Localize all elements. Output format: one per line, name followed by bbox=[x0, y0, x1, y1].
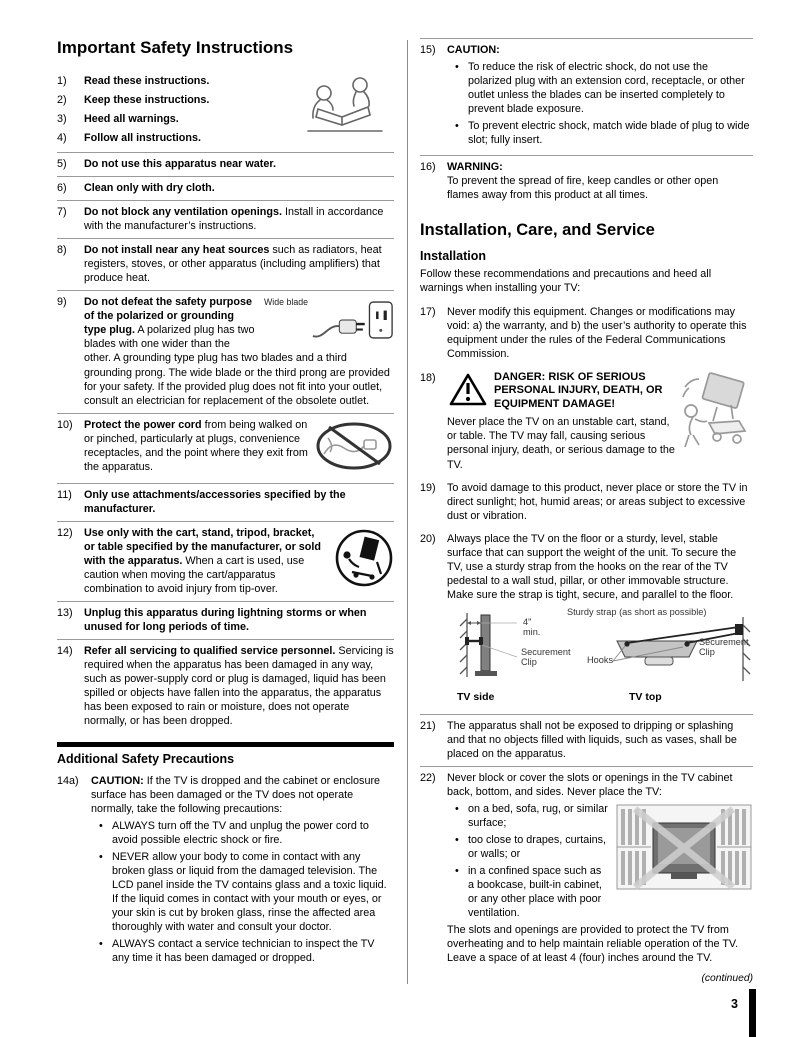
left-column bbox=[57, 38, 394, 984]
safety-item-19 bbox=[420, 477, 753, 528]
item-text: Do not use this apparatus near water. bbox=[84, 158, 276, 171]
tv-falling-illustration bbox=[679, 371, 753, 459]
item-text: Protect the power cord from being walked on or pinched, particularly at plugs, convenience receptacles, and the point where they exit from the apparatus. bbox=[84, 418, 394, 478]
item-number: 8) bbox=[57, 244, 67, 257]
item-number: 2) bbox=[57, 93, 67, 106]
bullet-icon: • bbox=[455, 865, 459, 878]
item-number: 19) bbox=[420, 481, 436, 494]
item-number: 17) bbox=[420, 306, 436, 319]
item-text: Only use attachments/accessories specified by the manufacturer. bbox=[84, 488, 346, 515]
safety-item-12 bbox=[57, 521, 394, 601]
power-cord-warning-icon bbox=[314, 420, 394, 476]
item-number: 15) bbox=[420, 44, 436, 56]
item-text: Always place the TV on the floor or a sturdy, level, stable surface that can support the weight of the unit. To secure the TV, use a sturdy strap from the hooks on the rear of the TV pedestal to a wall stud, pillar, or other immovable structure. Make sure the strap is tight, secure, and parallel to the floor. Sturdy strap (as short as possible) 4" min. Securement Clip Hooks Securement Clip TV side TV top bbox=[447, 532, 753, 709]
safety-item-4 bbox=[57, 128, 294, 147]
item-text: Read these instructions. bbox=[84, 74, 210, 87]
item-text: Never modify this equipment. Changes or modifications may void: a) the warranty, and b) the user’s authority to operate this equipment under the rules of the Federal Communications Commission. bbox=[447, 306, 747, 361]
cart-tipover-warning-icon bbox=[334, 528, 394, 592]
item-text: Follow all instructions. bbox=[84, 131, 201, 144]
safety-item-3 bbox=[57, 109, 294, 128]
bullet-icon: • bbox=[455, 802, 459, 815]
item-number: 9) bbox=[57, 296, 67, 309]
instructions-1-4-list bbox=[57, 71, 294, 147]
item-text: Do not install near any heat sources such as radiators, heat registers, stoves, or other apparatus (including amplifiers) that produce heat. bbox=[84, 244, 382, 285]
safety-item-18 bbox=[420, 367, 753, 477]
tv-side-caption: TV side bbox=[457, 690, 495, 703]
safety-item-21 bbox=[420, 714, 753, 766]
safety-item-17 bbox=[420, 301, 753, 366]
item-text: Heed all warnings. bbox=[84, 112, 179, 125]
item-text: DANGER: RISK OF SERIOUS PERSONAL INJURY, DEATH, OR EQUIPMENT DAMAGE! Never place the TV on an unstable cart, stand, or table. The TV may fall, causing serious personal injury, death, or serious damage to the TV. bbox=[447, 371, 753, 472]
item-text: The apparatus shall not be exposed to dripping or splashing and that no objects filled with liquids, such as vases, shall be placed on the apparatus. bbox=[447, 719, 737, 760]
safety-item-6 bbox=[57, 176, 394, 200]
hooks-label: Hooks bbox=[587, 654, 614, 665]
page-number: 3 bbox=[731, 997, 738, 1011]
item-number: 18) bbox=[420, 371, 436, 384]
bullet-item: • on a bed, sofa, rug, or similar surface; bbox=[455, 802, 608, 829]
tv-top-caption: TV top bbox=[629, 690, 662, 703]
column-divider bbox=[407, 40, 408, 984]
safety-item-1 bbox=[57, 71, 294, 90]
item-number: 3) bbox=[57, 112, 67, 125]
precaution-bullets bbox=[91, 819, 394, 965]
item-number: 5) bbox=[57, 158, 67, 171]
item-number: 16) bbox=[420, 161, 436, 174]
safety-item-13 bbox=[57, 601, 394, 639]
power-plug-illustration bbox=[264, 295, 394, 345]
safety-item-10 bbox=[57, 413, 394, 483]
item-number: 7) bbox=[57, 206, 67, 219]
section-title: Installation, Care, and Service bbox=[420, 221, 655, 240]
item-number: 6) bbox=[57, 182, 67, 195]
item-text: Keep these instructions. bbox=[84, 93, 210, 106]
bullet-item: • To reduce the risk of electric shock, do not use the polarized plug with an extension cord, receptacle, or other outlet unless the blades can be inserted completely to prevent blade exposure. bbox=[455, 61, 745, 116]
item-text: Refer all servicing to qualified service personnel. Servicing is required when the apparatus has been damaged in any way, such as power-supply cord or plug is damaged, liquid has been spilled or objects have fallen into the apparatus, the apparatus has been exposed to rain or moisture, does not operate normally, or has been dropped. bbox=[84, 644, 394, 728]
item-text: Never block or cover the slots or openings in the TV cabinet back, bottom, and sides. Never place the TV: • on a bed, sofa, rug, or similar surface; • too close to drapes, curtains, or walls; or • in a confined space such as a bookcase, built-in cabinet, or any other place with poor ventilation. The slots and openings are provided to protect the TV from overheating and to help maintain reliable operation of the TV. Leave a space of at least 4 (four) inches around the TV. bbox=[447, 771, 753, 965]
item-number: 12) bbox=[57, 526, 73, 539]
two-column-layout bbox=[57, 38, 753, 984]
bullet-icon: • bbox=[99, 937, 103, 950]
reading-people-illustration bbox=[294, 71, 394, 147]
item-number: 21) bbox=[420, 719, 436, 732]
item-text: WARNING: To prevent the spread of fire, keep candles or other open flames away from this product at all times. bbox=[447, 161, 719, 202]
safety-item-7 bbox=[57, 200, 394, 238]
bullet-item: • too close to drapes, curtains, or walls; or bbox=[455, 834, 607, 861]
safety-item-22 bbox=[420, 766, 753, 970]
bullet-icon: • bbox=[99, 819, 103, 832]
securement-clip-top-label: Securement Clip bbox=[699, 636, 749, 658]
item-closing-text: The slots and openings are provided to protect the TV from overheating and to help maintain reliable operation of the TV. Leave a space of at least 4 (four) inches around the TV. bbox=[447, 924, 739, 965]
instructions-1-4 bbox=[57, 71, 394, 147]
danger-text: DANGER: RISK OF SERIOUS PERSONAL INJURY, DEATH, OR EQUIPMENT DAMAGE! bbox=[494, 370, 663, 411]
safety-item-14a bbox=[57, 771, 394, 970]
bullet-item: • NEVER allow your body to come in contact with any broken glass or liquid from the damaged television. The LCD panel inside the TV contains glass and a toxic liquid. If the liquid comes in contact with your mouth or eyes, or your skin is cut by broken glass, rinse the affected area thoroughly with water and consult your doctor. bbox=[99, 850, 387, 933]
safety-item-8 bbox=[57, 238, 394, 290]
safety-item-11 bbox=[57, 483, 394, 521]
additional-precautions-heading: Additional Safety Precautions bbox=[57, 752, 235, 767]
safety-item-5 bbox=[57, 152, 394, 176]
bullet-icon: • bbox=[455, 120, 459, 133]
item-text: Do not block any ventilation openings. Install in accordance with the manufacturer’s instructions. bbox=[84, 206, 384, 233]
safety-item-2 bbox=[57, 90, 294, 109]
min-gap-label: 4" min. bbox=[523, 616, 541, 638]
bullet-icon: • bbox=[455, 61, 459, 74]
tv-strap-figure bbox=[447, 607, 753, 709]
item-text: Unplug this apparatus during lightning storms or when unused for long periods of time. bbox=[84, 606, 367, 633]
continued-note: (continued) bbox=[701, 973, 753, 985]
item-text: CAUTION: • To reduce the risk of electric shock, do not use the polarized plug with an extension cord, receptacle, or other outlet unless the blades can be inserted completely to prevent blade exposure. • To prevent electric shock, match wide blade of plug to wide slot; fully insert. bbox=[447, 43, 753, 150]
page-edge-bar bbox=[749, 989, 756, 1037]
wide-blade-label: Wide blade bbox=[264, 297, 309, 308]
item-text: Wide blade Do not defeat the safety purpose of the polarized or grounding type plug. A polarized plug has two blades with one wider than the other. A grounding type plug has two blades and a third grounding prong. The wide blade or the third prong are provided for your safety. If the provided plug does not fit into your outlet, consult an electrician for replacement of the obsolete outlet. bbox=[84, 295, 394, 407]
bullet-item: • To prevent electric shock, match wide blade of plug to wide slot; fully insert. bbox=[455, 120, 750, 147]
safety-item-15 bbox=[420, 38, 753, 155]
item-number: 1) bbox=[57, 74, 67, 87]
safety-item-9 bbox=[57, 290, 394, 412]
securement-clip-side-label: Securement Clip bbox=[521, 646, 571, 668]
item-number: 22) bbox=[420, 771, 436, 784]
right-column bbox=[420, 38, 753, 984]
installation-intro: Follow these recommendations and precautions and heed all warnings when installing your TV: bbox=[420, 268, 712, 295]
item-number: 20) bbox=[420, 532, 436, 545]
item-text: Clean only with dry cloth. bbox=[84, 182, 215, 195]
installation-heading: Installation bbox=[420, 249, 486, 264]
item-text: To avoid damage to this product, never place or store the TV in direct sunlight; hot, humid areas; or areas subject to excessive dust or vibration. bbox=[447, 481, 748, 522]
item-number: 14) bbox=[57, 644, 73, 657]
bullet-item: • ALWAYS turn off the TV and unplug the power cord to avoid possible electric shock or fire. bbox=[99, 819, 369, 846]
warning-triangle-icon bbox=[449, 371, 487, 413]
item-number: 10) bbox=[57, 418, 73, 431]
item-number: 4) bbox=[57, 131, 67, 144]
bullet-item: • in a confined space such as a bookcase, built-in cabinet, or any other place with poor ventilation. bbox=[455, 865, 602, 920]
bullet-item: • ALWAYS contact a service technician to inspect the TV any time it has been damaged or dropped. bbox=[99, 937, 375, 964]
page-title: Important Safety Instructions bbox=[57, 38, 294, 57]
safety-item-16 bbox=[420, 155, 753, 207]
bullet-icon: • bbox=[99, 850, 103, 863]
bullet-icon: • bbox=[455, 834, 459, 846]
tv-bookcase-warning-illustration bbox=[615, 801, 753, 899]
strap-label: Sturdy strap (as short as possible) bbox=[567, 606, 707, 617]
tv-strap-side-diagram bbox=[447, 613, 519, 683]
caution-bullets bbox=[447, 60, 753, 147]
danger-heading-row bbox=[449, 371, 675, 413]
safety-item-20 bbox=[420, 528, 753, 714]
item-number: 13) bbox=[57, 606, 73, 619]
section-divider-bar bbox=[57, 742, 394, 747]
item-text: CAUTION: If the TV is dropped and the cabinet or enclosure surface has been damaged or the TV does not operate normally, take the following precautions: • ALWAYS turn off the TV and unplug the power cord to avoid possible electric shock or fire. • NEVER allow your body to come in contact with any broken glass or liquid from the damaged television. The LCD panel inside the TV contains glass and a toxic liquid. If the liquid comes in contact with your mouth or eyes, or your skin is cut by broken glass, rinse the affected area thoroughly with water and consult your doctor. • ALWAYS contact a service technician to inspect the TV any time it has been damaged or dropped. bbox=[91, 774, 394, 968]
item-number: 11) bbox=[57, 488, 72, 501]
item-number: 14a) bbox=[57, 774, 79, 787]
item-text: Use only with the cart, stand, tripod, bracket, or table specified by the manufacturer, or sold with the apparatus. When a cart is used, use caution when moving the cart/apparatus combination to avoid injury from tip-over. bbox=[84, 526, 394, 596]
safety-item-14 bbox=[57, 639, 394, 733]
